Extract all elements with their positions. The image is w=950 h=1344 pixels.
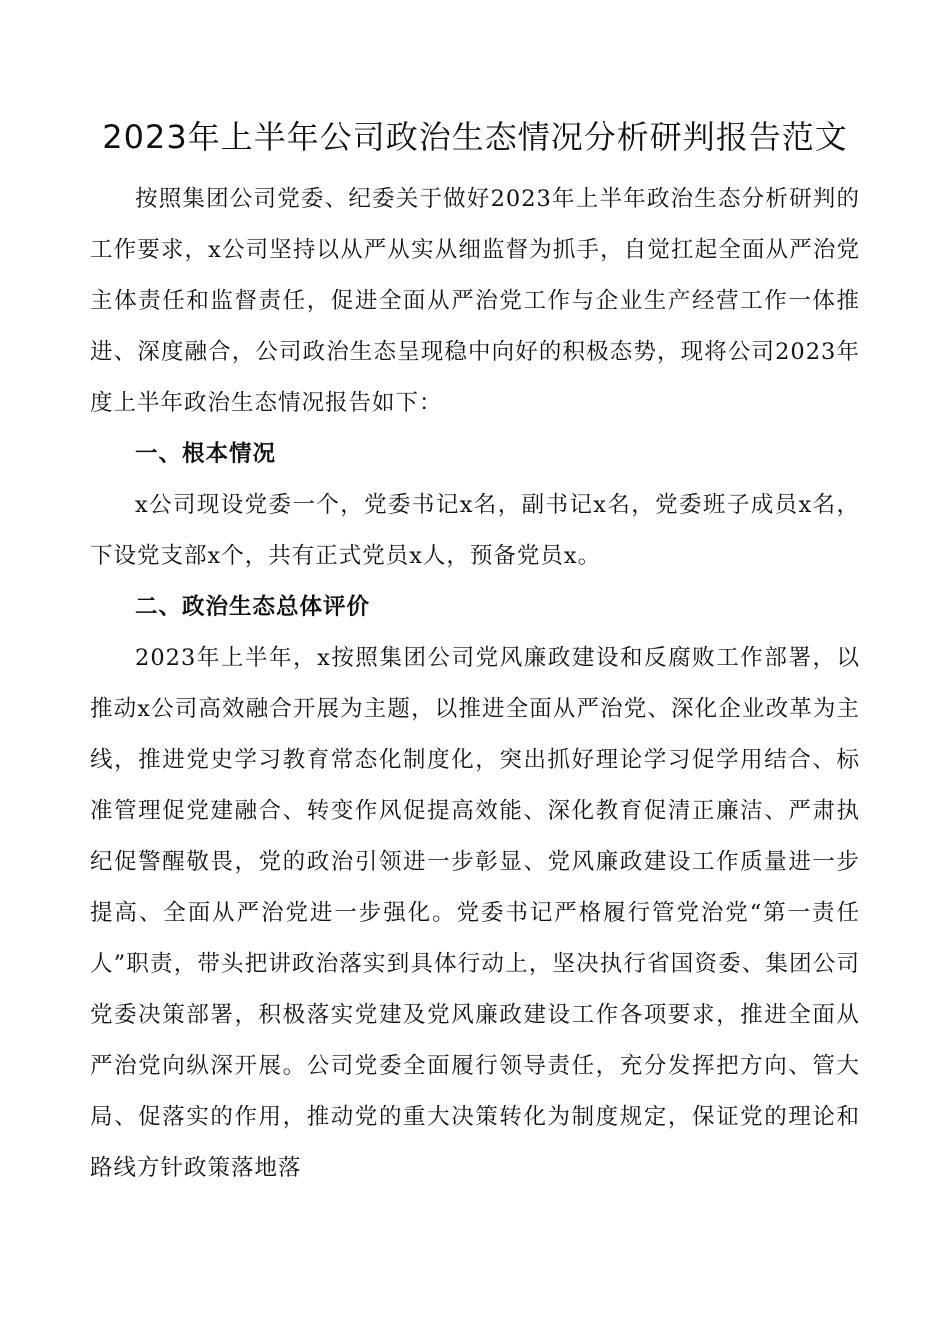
section-2-body: 2023年上半年，x按照集团公司党风廉政建设和反腐败工作部署，以推动x公司高效融合开展为主题，以推进全面从严治党、深化企业改革为主线，推进党史学习教育常态化制度化，突出抓好理论学习促学用结合、标准管理促党建融合、转变作风促提高效能、深化教育促清正廉洁、严肃执纪促警醒敬畏，党的政治引领进一步彰显、党风廉政建设工作质量进一步提高、全面从严治党进一步强化。党委书记严格履行管党治党“第一责任人”职责，带头把讲政治落实到具体行动上，坚决执行省国资委、集团公司党委决策部署，积极落实党建及党风廉政建设工作各项要求，推进全面从严治党向纵深开展。公司党委全面履行领导责任，充分发挥把方向、管大局、促落实的作用，推动党的重大决策转化为制度规定，保证党的理论和路线方针政策落地落 — [90, 645, 860, 1181]
section-2-heading: 二、政治生态总体评价 — [135, 594, 371, 620]
section-1-heading: 一、根本情况 — [135, 441, 277, 467]
intro-paragraph: 按照集团公司党委、纪委关于做好2023年上半年政治生态分析研判的工作要求，x公司坚持以从严从实从细监督为抓手，自觉扛起全面从严治党主体责任和监督责任，促进全面从严治党工作与企业生产经营工作一体推进、深度融合，公司政治生态呈现稳中向好的积极态势，现将公司2023年度上半年政治生态情况报告如下： — [90, 186, 860, 416]
document-title: 2023年上半年公司政治生态情况分析研判报告范文 — [102, 118, 848, 156]
section-1-body: x公司现设党委一个，党委书记x名，副书记x名，党委班子成员x名，下设党支部x个，共有正式党员x人，预备党员x。 — [90, 492, 860, 569]
document-page — [90, 110, 860, 1194]
